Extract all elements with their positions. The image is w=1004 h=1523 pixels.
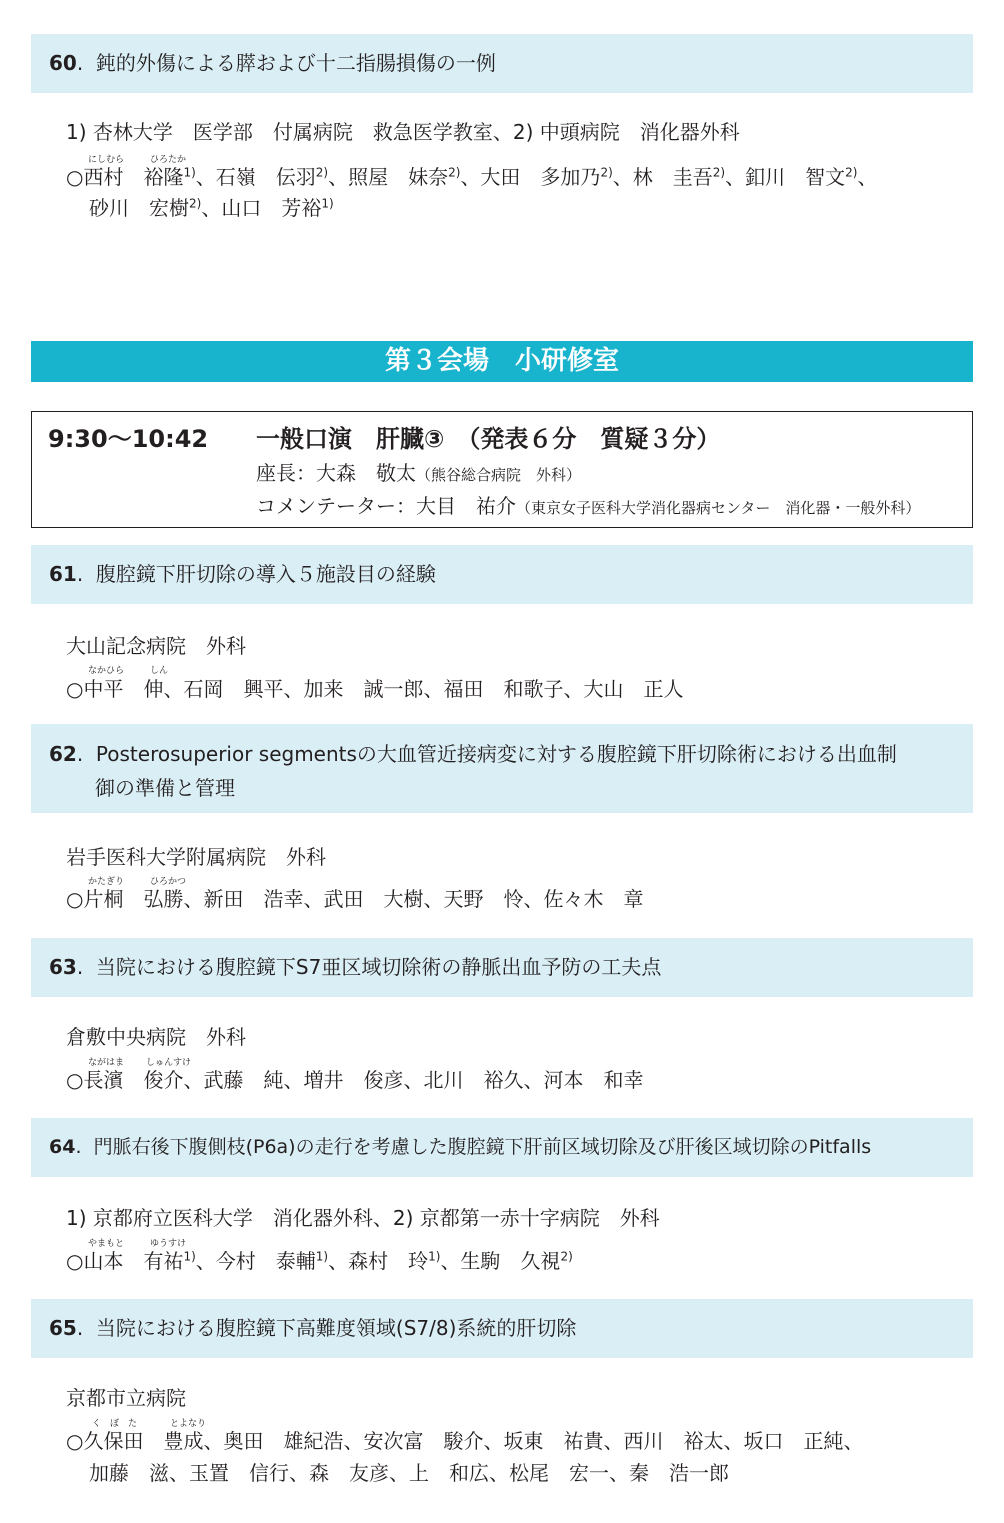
ruby-annotation: やまもと <box>88 1239 125 1249</box>
session-time: 9:30〜10:42 <box>48 425 209 453</box>
abstract-title: 63. 当院における腹腔鏡下S7亜区域切除術の静脈出血予防の工夫点 <box>49 955 662 979</box>
abstract-65-title-bar <box>31 1299 973 1358</box>
ruby-annotation: とよなり <box>170 1419 207 1429</box>
abstract-63-title-bar <box>31 938 973 997</box>
abstract-60-affiliation: 1) 杏林大学 医学部 付属病院 救急医学教室、2) 中頭病院 消化器外科 <box>66 120 740 144</box>
abstract-65-affiliation: 京都市立病院 <box>66 1386 186 1410</box>
abstract-title: 61. 腹腔鏡下肝切除の導入５施設目の経験 <box>49 562 436 586</box>
ruby-annotation: なかひら <box>88 666 125 676</box>
session-chair: 座長：大森 敬太（熊谷総合病院 外科） <box>256 461 582 485</box>
abstract-title: 65. 当院における腹腔鏡下高難度領域(S7/8)系統的肝切除 <box>49 1316 577 1340</box>
abstract-64-affiliation: 1) 京都府立医科大学 消化器外科、2) 京都第一赤十字病院 外科 <box>66 1206 660 1230</box>
session-title: 一般口演 肝臓③ （発表６分 質疑３分） <box>256 425 721 453</box>
abstract-title: 64. 門脈右後下腹側枝(P6a)の走行を考慮した腹腔鏡下肝前区域切除及び肝後区域切除のPitfalls <box>49 1136 872 1158</box>
abstract-65-authors-line-1: ○久保田 豊成、奥田 雄紀浩、安次富 駿介、坂東 祐貴、西川 裕太、坂口 正純、 <box>66 1429 864 1453</box>
abstract-title-continued: 御の準備と管理 <box>95 776 235 800</box>
ruby-annotation: ひろたか <box>150 155 187 165</box>
abstract-62-authors: ○片桐 弘勝、新田 浩幸、武田 大樹、天野 怜、佐々木 章 <box>66 887 644 911</box>
ruby-annotation: ながはま <box>88 1058 125 1068</box>
abstract-62-title-bar <box>31 724 973 813</box>
abstract-64-authors: ○山本 有祐$^{1)}$、今村 泰輔$^{1)}$、森村 玲$^{1)}$、生駒 久視$^{2)}$ <box>66 1249 573 1273</box>
ruby-annotation: にしむら <box>88 155 125 165</box>
abstract-64-title-bar <box>31 1118 973 1177</box>
abstract-63-affiliation: 倉敷中央病院 外科 <box>66 1025 246 1049</box>
abstract-60-title-bar <box>31 34 973 93</box>
abstract-61-title-bar <box>31 545 973 604</box>
abstract-60-authors-line-2: 砂川 宏樹$^{2)}$、山口 芳裕$^{1)}$ <box>89 196 334 220</box>
room-banner: 第３会場 小研修室 <box>31 341 973 382</box>
abstract-title: 60. 鈍的外傷による膵および十二指腸損傷の一例 <box>49 51 496 75</box>
ruby-annotation: ゆうすけ <box>150 1239 187 1249</box>
session-box <box>31 411 973 528</box>
abstract-65-authors-line-2: 加藤 滋、玉置 信行、森 友彦、上 和広、松尾 宏一、秦 浩一郎 <box>89 1461 729 1485</box>
abstract-63-authors: ○長濱 俊介、武藤 純、増井 俊彦、北川 裕久、河本 和幸 <box>66 1068 644 1092</box>
session-commentator: コメンテーター：大目 祐介（東京女子医科大学消化器病センター 消化器・一般外科） <box>256 494 921 518</box>
abstract-61-affiliation: 大山記念病院 外科 <box>66 634 246 658</box>
abstract-62-affiliation: 岩手医科大学附属病院 外科 <box>66 845 326 869</box>
abstract-61-authors: ○中平 伸、石岡 興平、加来 誠一郎、福田 和歌子、大山 正人 <box>66 677 684 701</box>
ruby-annotation: かたぎり <box>88 877 125 887</box>
abstract-title: 62. Posterosuperior segmentsの大血管近接病変に対する腹腔鏡下肝切除術における出血制 <box>49 742 897 766</box>
abstract-60-authors-line-1: ○西村 裕隆$^{1)}$、石嶺 伝羽$^{2)}$、照屋 妹奈$^{2)}$、大田 多加乃$^{2)}$、林 圭吾$^{2)}$、釦川 智文$^{2)}$、 <box>66 165 878 189</box>
ruby-annotation: く ぼ た <box>92 1419 138 1429</box>
ruby-annotation: しん <box>150 666 169 676</box>
ruby-annotation: ひろかつ <box>150 877 187 887</box>
ruby-annotation: しゅんすけ <box>146 1058 192 1068</box>
